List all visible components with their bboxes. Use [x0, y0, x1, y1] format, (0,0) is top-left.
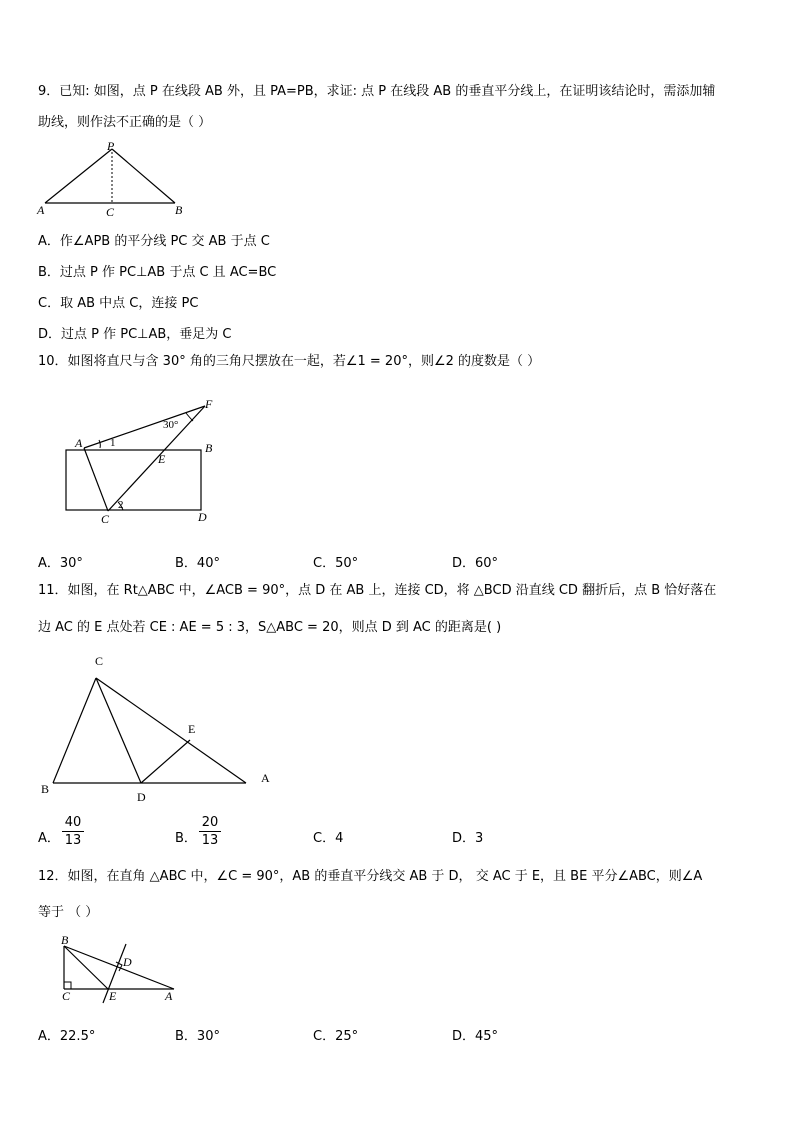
q11-option-a-label: A．	[38, 831, 60, 846]
q9-option-b: B．过点 P 作 PC⊥AB 于点 C 且 AC=BC	[38, 265, 277, 280]
q10-label-d: D	[198, 510, 207, 524]
q9-label-c: C	[106, 205, 115, 219]
q11-stem-line2: 边 AC 的 E 点处若 CE : AE = 5 : 3，S△ABC = 20，则点 D 到 AC 的距离是( )	[38, 620, 502, 635]
q12-stem-line2: 等于 （ ）	[38, 905, 99, 920]
q10-option-b: B．40°	[175, 556, 220, 571]
q10-label-e: E	[158, 452, 166, 466]
q12-option-b: B．30°	[175, 1029, 220, 1044]
q9-option-a: A．作∠APB 的平分线 PC 交 AB 于点 C	[38, 234, 270, 249]
q9-label-b: B	[175, 203, 183, 217]
q11-stem-line1: 11．如图，在 Rt△ABC 中，∠ACB = 90°，点 D 在 AB 上，连接 CD，将 △BCD 沿直线 CD 翻折后，点 B 恰好落在	[38, 583, 717, 598]
q12-option-c: C．25°	[313, 1029, 359, 1044]
q10-label-30: 30°	[163, 419, 179, 431]
q11-label-d: D	[137, 790, 146, 804]
q10-label-angle2: 2	[118, 499, 124, 511]
q9-label-p: P	[107, 139, 115, 153]
q11-label-a: A	[261, 771, 270, 785]
q11-option-b-numerator: 20	[201, 815, 219, 830]
q9-option-d: D．过点 P 作 PC⊥AB，垂足为 C	[38, 327, 232, 342]
q11-label-c: C	[95, 654, 104, 668]
q11-option-d: D．3	[452, 831, 484, 846]
q12-label-c: C	[62, 989, 71, 1003]
q10-option-c: C．50°	[313, 556, 359, 571]
q10-label-b: B	[205, 441, 213, 455]
q11-option-a-denominator: 13	[64, 833, 82, 848]
q10-label-c: C	[101, 512, 110, 526]
q11-option-c: C．4	[313, 831, 344, 846]
q11-option-b-label: B．	[175, 831, 197, 846]
q11-label-e: E	[188, 722, 196, 736]
q11-option-b-fraction	[199, 815, 221, 848]
q10-option-d: D．60°	[452, 556, 499, 571]
q11-option-a-numerator: 40	[64, 815, 82, 830]
q12-label-a: A	[165, 989, 173, 1003]
q9-label-a: A	[37, 203, 45, 217]
q12-label-b: B	[61, 933, 69, 947]
q9-stem-line2: 助线，则作法不正确的是（ ）	[38, 115, 212, 130]
q12-option-a: A．22.5°	[38, 1029, 96, 1044]
q12-label-d: D	[123, 955, 132, 969]
q10-label-angle1: 1	[110, 437, 116, 449]
q9-stem-line1: 9．已知: 如图，点 P 在线段 AB 外，且 PA=PB，求证: 点 P 在线段 AB 的垂直平分线上，在证明该结论时，需添加辅	[38, 84, 716, 99]
q9-option-c: C．取 AB 中点 C，连接 PC	[38, 296, 199, 311]
q12-label-e: E	[109, 989, 117, 1003]
q11-option-a-fraction	[62, 815, 84, 848]
q10-label-a: A	[75, 436, 83, 450]
q11-label-b: B	[41, 782, 50, 796]
q10-label-f: F	[205, 397, 213, 411]
q12-option-d: D．45°	[452, 1029, 499, 1044]
q11-option-b-denominator: 13	[201, 833, 219, 848]
q10-option-a: A．30°	[38, 556, 83, 571]
q10-stem: 10．如图将直尺与含 30° 角的三角尺摆放在一起，若∠1 = 20°，则∠2 的度数是（ ）	[38, 354, 541, 369]
q12-stem-line1: 12．如图，在直角 △ABC 中，∠C = 90°，AB 的垂直平分线交 AB 于 D， 交 AC 于 E，且 BE 平分∠ABC，则∠A	[38, 869, 703, 884]
